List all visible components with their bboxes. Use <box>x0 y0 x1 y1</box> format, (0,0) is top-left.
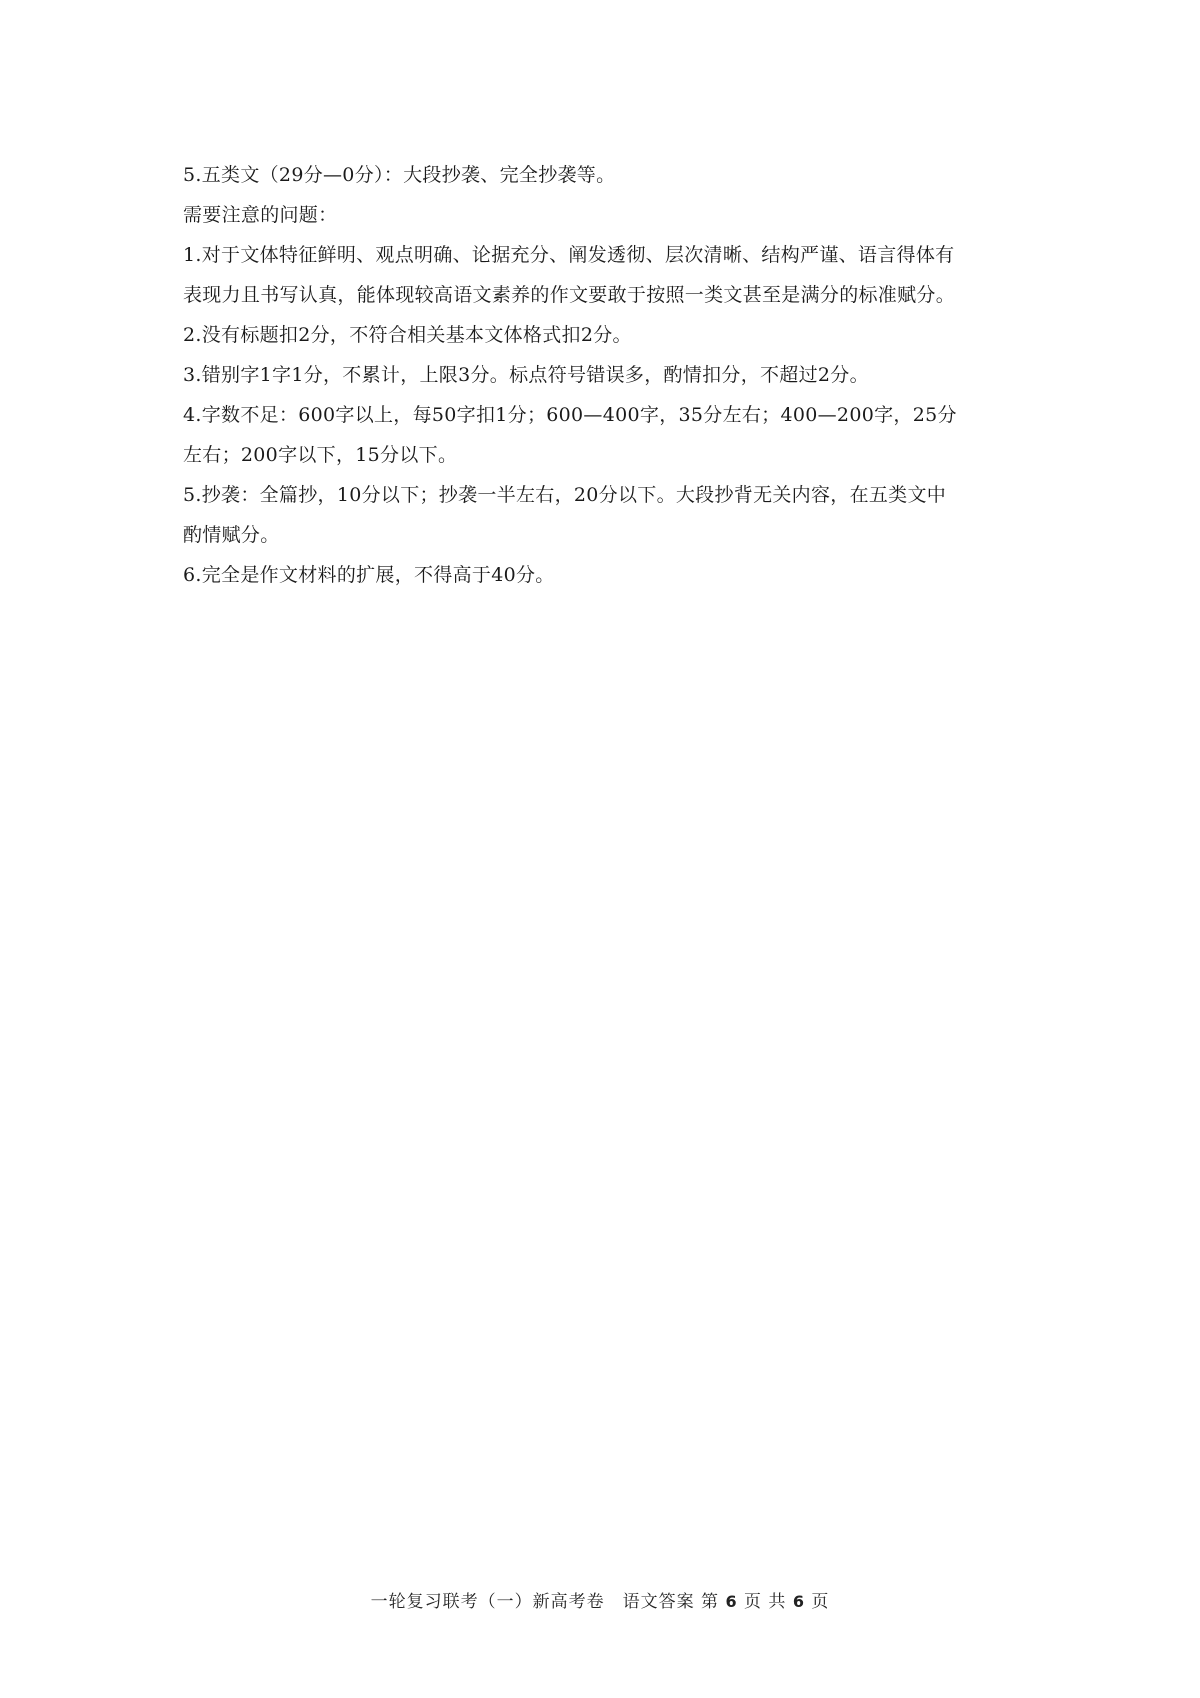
text-line: 2.没有标题扣2分，不符合相关基本文体格式扣2分。 <box>183 324 632 346</box>
footer-middle: 页 共 <box>744 1592 787 1612</box>
text-line: 5.五类文（29分—0分）：大段抄袭、完全抄袭等。 <box>183 164 616 186</box>
text-line: 表现力且书写认真，能体现较高语文素养的作文要敢于按照一类文甚至是满分的标准赋分。 <box>183 284 956 306</box>
text-line: 3.错别字1字1分，不累计，上限3分。标点符号错误多，酌情扣分，不超过2分。 <box>183 364 869 386</box>
total-page-number: 6 <box>792 1592 805 1611</box>
answer-body <box>183 155 1033 595</box>
page-footer <box>0 1587 1200 1612</box>
text-line: 需要注意的问题： <box>183 204 338 226</box>
footer-suffix: 页 <box>811 1592 830 1612</box>
text-line: 5.抄袭：全篇抄，10分以下；抄袭一半左右，20分以下。大段抄背无关内容，在五类文中 <box>183 484 947 506</box>
current-page-number: 6 <box>725 1592 738 1611</box>
text-line: 酌情赋分。 <box>183 524 280 546</box>
text-line: 左右；200字以下，15分以下。 <box>183 444 458 466</box>
text-line: 6.完全是作文材料的扩展，不得高于40分。 <box>183 564 555 586</box>
footer-prefix: 一轮复习联考（一）新高考卷 语文答案 第 <box>370 1592 720 1612</box>
text-line: 1.对于文体特征鲜明、观点明确、论据充分、阐发透彻、层次清晰、结构严谨、语言得体有 <box>183 244 955 266</box>
text-line: 4.字数不足：600字以上，每50字扣1分；600—400字，35分左右；400—200字，25分 <box>183 404 957 426</box>
